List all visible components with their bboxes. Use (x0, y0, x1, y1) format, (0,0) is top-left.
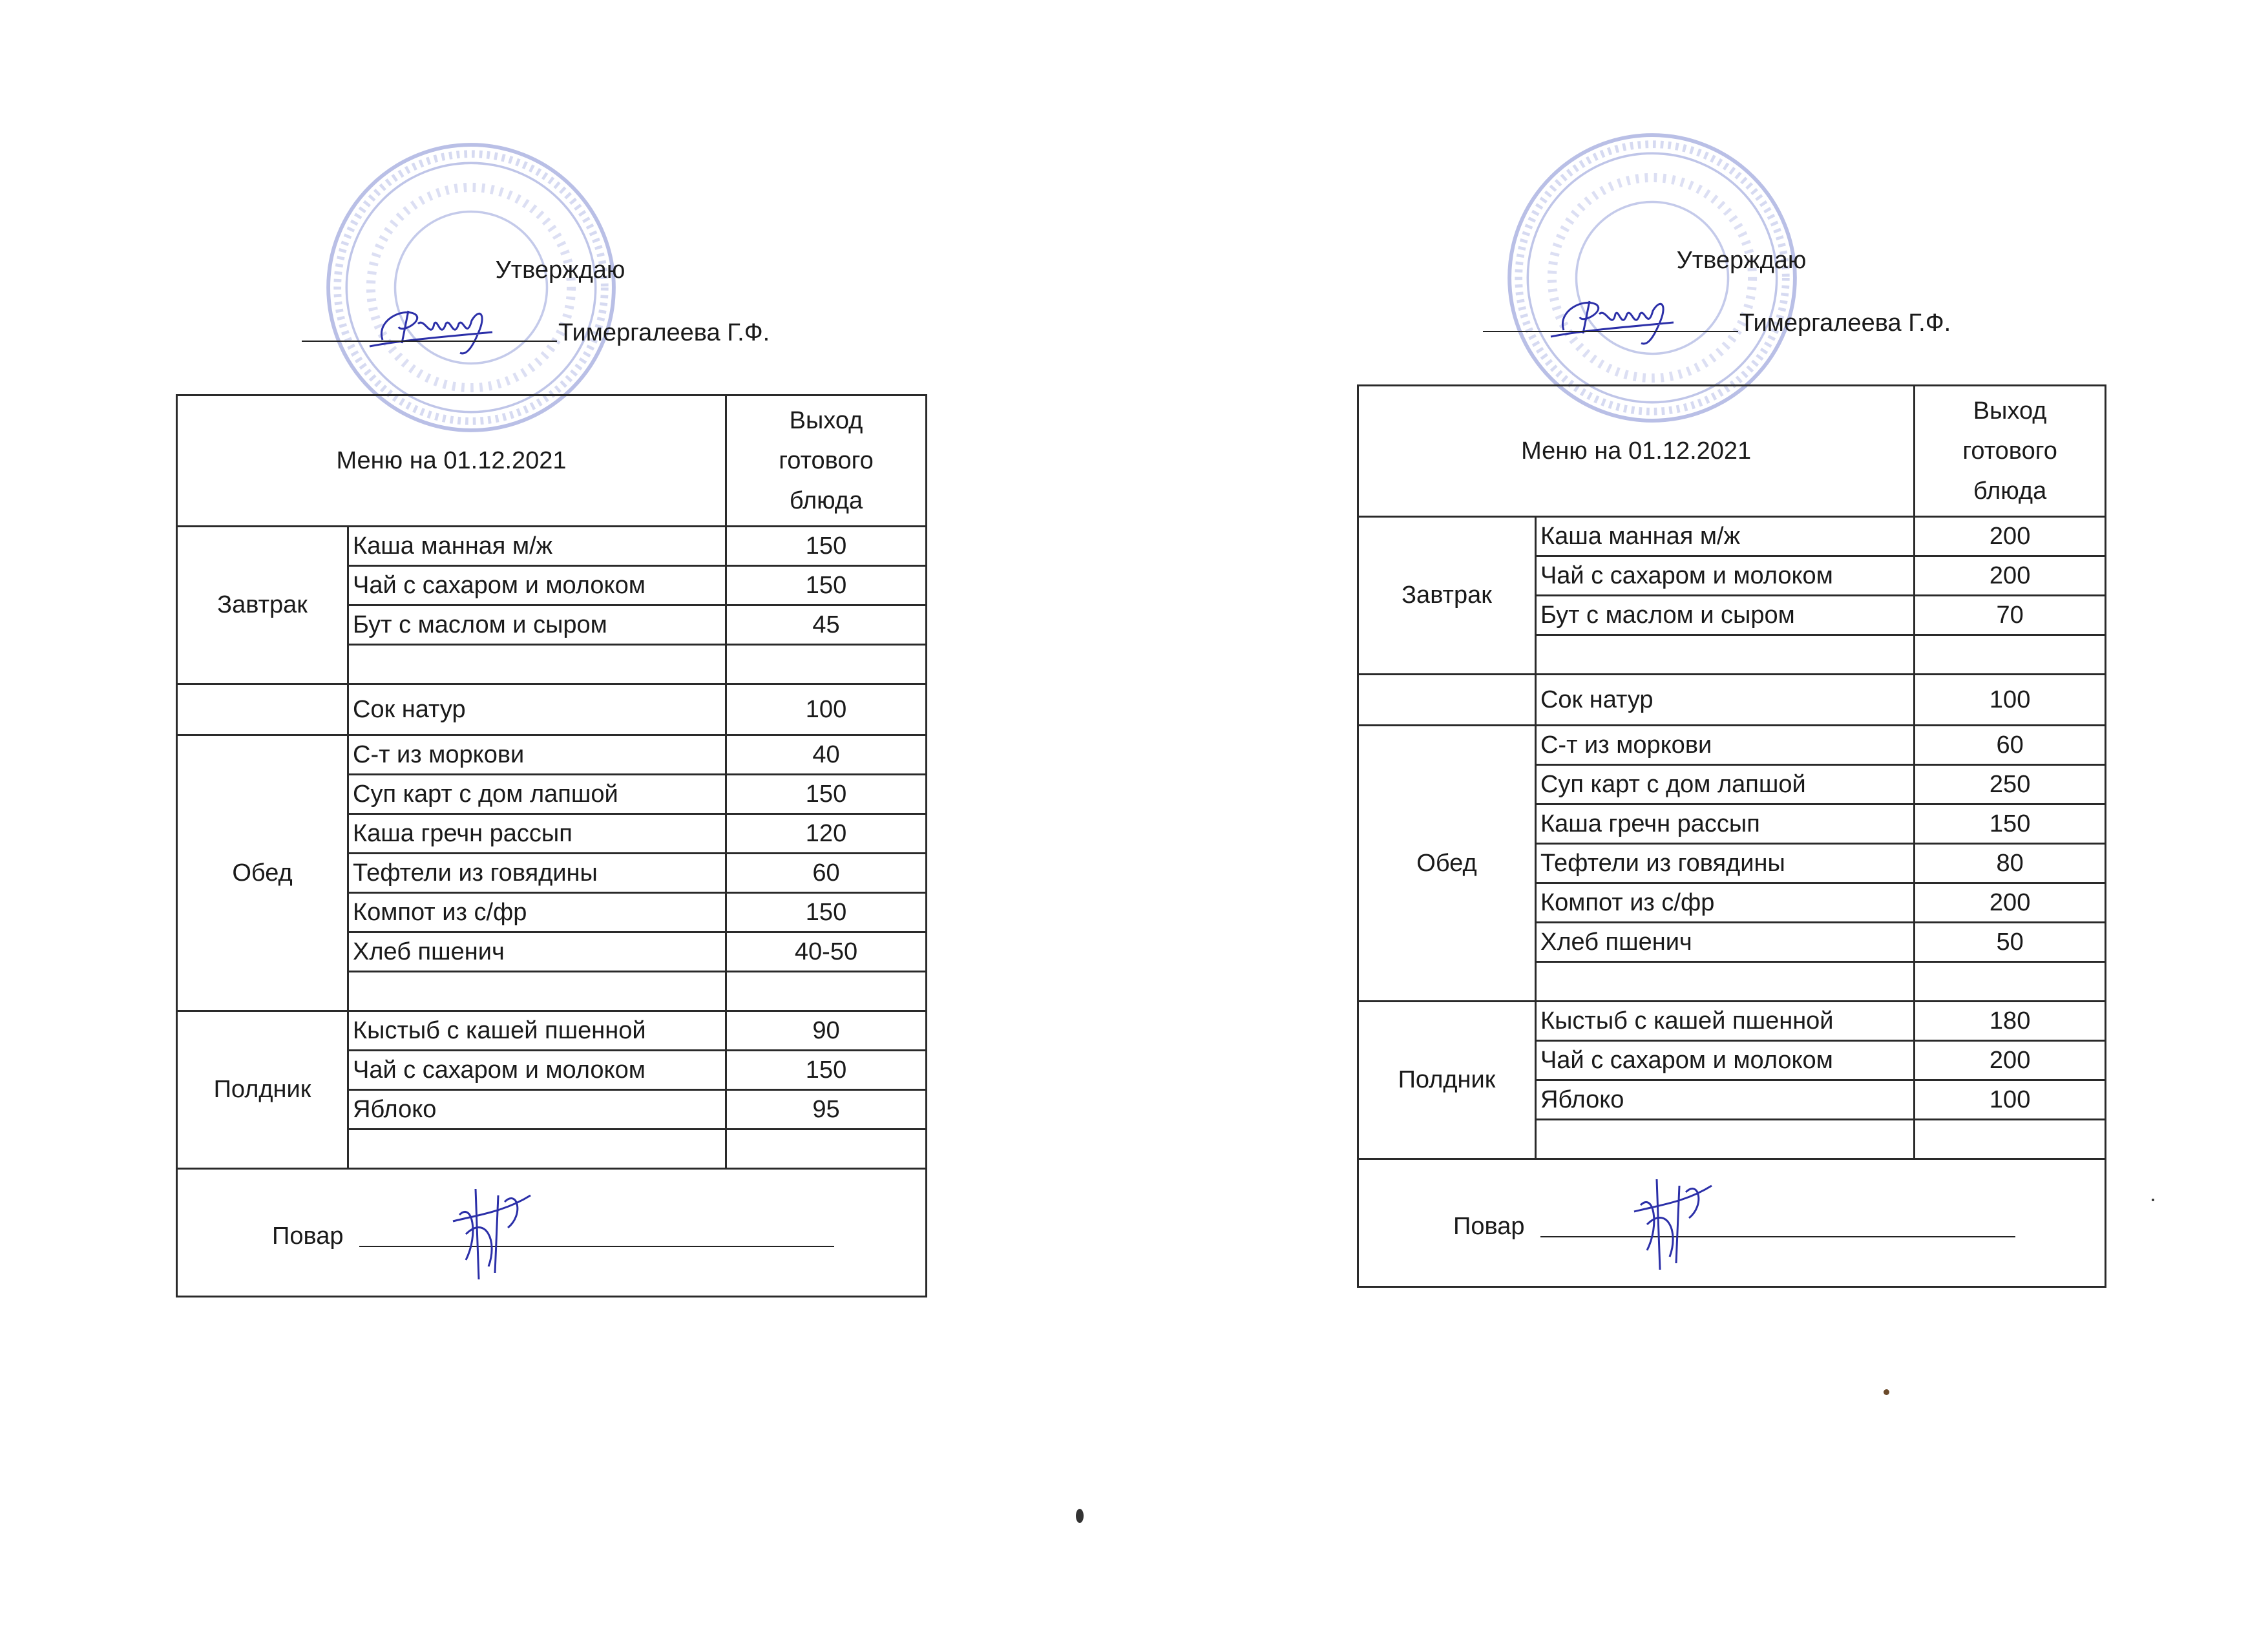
empty-cell (1915, 635, 2106, 675)
dish-cell: Компот из с/фр (348, 893, 726, 932)
output-header-line: блюда (1973, 478, 2047, 505)
dish-cell: Каша манная м/ж (348, 527, 726, 566)
dish-cell: Чай с сахаром и молоком (348, 566, 726, 605)
empty-cell (726, 645, 927, 684)
empty-cell (348, 972, 726, 1011)
qty-cell: 180 (1915, 1002, 2106, 1041)
qty-cell: 200 (1915, 1041, 2106, 1080)
empty-cell (726, 972, 927, 1011)
dish-cell: Суп карт с дом лапшой (348, 775, 726, 814)
empty-cell (1535, 635, 1914, 675)
qty-cell: 40 (726, 735, 927, 775)
dish-cell: Тефтели из говядины (1535, 844, 1914, 883)
dish-cell: Хлеб пшенич (348, 932, 726, 972)
output-column-header (726, 395, 927, 527)
output-column-header (1915, 386, 2106, 517)
approval-title: Утверждаю (1676, 247, 1807, 274)
qty-cell: 200 (1915, 556, 2106, 596)
meal-lunch: Обед (1358, 726, 1536, 1002)
qty-cell: 150 (726, 893, 927, 932)
approver-signature (363, 295, 512, 359)
dish-cell: Сок натур (348, 684, 726, 735)
cook-signature-row (177, 1169, 927, 1297)
dish-cell: Яблоко (1535, 1080, 1914, 1120)
dish-cell: Чай с сахаром и молоком (348, 1051, 726, 1090)
menu-title: Меню на 01.12.2021 (1358, 386, 1915, 517)
cook-signature-line (1540, 1236, 2015, 1237)
scan-speck (2152, 1199, 2154, 1201)
empty-cell (1535, 1120, 1914, 1159)
dish-cell: Чай с сахаром и молоком (1535, 556, 1914, 596)
dish-cell: Кыстыб с кашей пшенной (348, 1011, 726, 1051)
qty-cell: 200 (1915, 517, 2106, 556)
cook-signature-line (359, 1246, 834, 1247)
cook-signature (440, 1176, 537, 1289)
empty-cell (348, 645, 726, 684)
empty-cell (1358, 675, 1536, 726)
dish-cell: Тефтели из говядины (348, 854, 726, 893)
output-header-line: Выход (1973, 397, 2047, 425)
empty-cell (726, 1129, 927, 1169)
qty-cell: 150 (1915, 804, 2106, 844)
cook-signature-row (1358, 1159, 2106, 1287)
approver-signature-line (1483, 331, 1738, 332)
dish-cell: Кыстыб с кашей пшенной (1535, 1002, 1914, 1041)
scan-speck (1884, 1389, 1889, 1395)
scan-speck (1076, 1509, 1084, 1523)
qty-cell: 100 (726, 684, 927, 735)
qty-cell: 90 (726, 1011, 927, 1051)
qty-cell: 45 (726, 605, 927, 645)
meal-snack: Полдник (177, 1011, 348, 1169)
menu-table-right (1357, 384, 2106, 1288)
menu-title: Меню на 01.12.2021 (177, 395, 726, 527)
dish-cell: С-т из моркови (348, 735, 726, 775)
approver-signature-line (302, 341, 557, 342)
qty-cell: 150 (726, 527, 927, 566)
empty-cell (1535, 962, 1914, 1002)
qty-cell: 40-50 (726, 932, 927, 972)
qty-cell: 150 (726, 1051, 927, 1090)
menu-table-left (176, 394, 927, 1297)
qty-cell: 200 (1915, 883, 2106, 923)
dish-cell: Бут с маслом и сыром (348, 605, 726, 645)
qty-cell: 150 (726, 775, 927, 814)
output-header-line: готового (1962, 437, 2057, 465)
dish-cell: Чай с сахаром и молоком (1535, 1041, 1914, 1080)
dish-cell: Хлеб пшенич (1535, 923, 1914, 962)
meal-snack: Полдник (1358, 1002, 1536, 1159)
qty-cell: 120 (726, 814, 927, 854)
dish-cell: Компот из с/фр (1535, 883, 1914, 923)
dish-cell: Каша гречн рассып (348, 814, 726, 854)
cook-label: Повар (272, 1223, 344, 1250)
meal-breakfast: Завтрак (1358, 517, 1536, 675)
qty-cell: 100 (1915, 675, 2106, 726)
dish-cell: С-т из моркови (1535, 726, 1914, 765)
qty-cell: 95 (726, 1090, 927, 1129)
qty-cell: 250 (1915, 765, 2106, 804)
empty-cell (1915, 962, 2106, 1002)
dish-cell: Яблоко (348, 1090, 726, 1129)
approver-name: Тимергалеева Г.Ф. (1739, 310, 1951, 337)
empty-cell (1915, 1120, 2106, 1159)
output-header-line: Выход (789, 407, 863, 434)
dish-cell: Суп карт с дом лапшой (1535, 765, 1914, 804)
dish-cell: Каша манная м/ж (1535, 517, 1914, 556)
qty-cell: 80 (1915, 844, 2106, 883)
empty-cell (177, 684, 348, 735)
dish-cell: Каша гречн рассып (1535, 804, 1914, 844)
qty-cell: 60 (726, 854, 927, 893)
output-header-line: готового (779, 447, 874, 474)
output-header-line: блюда (789, 487, 863, 514)
meal-lunch: Обед (177, 735, 348, 1011)
qty-cell: 150 (726, 566, 927, 605)
qty-cell: 70 (1915, 596, 2106, 635)
qty-cell: 100 (1915, 1080, 2106, 1120)
approval-title: Утверждаю (495, 257, 625, 284)
dish-cell: Сок натур (1535, 675, 1914, 726)
qty-cell: 60 (1915, 726, 2106, 765)
empty-cell (348, 1129, 726, 1169)
qty-cell: 50 (1915, 923, 2106, 962)
cook-label: Повар (1453, 1213, 1525, 1240)
dish-cell: Бут с маслом и сыром (1535, 596, 1914, 635)
meal-breakfast: Завтрак (177, 527, 348, 684)
approver-signature (1544, 285, 1693, 350)
approver-name: Тимергалеева Г.Ф. (558, 319, 770, 346)
cook-signature (1621, 1166, 1718, 1279)
